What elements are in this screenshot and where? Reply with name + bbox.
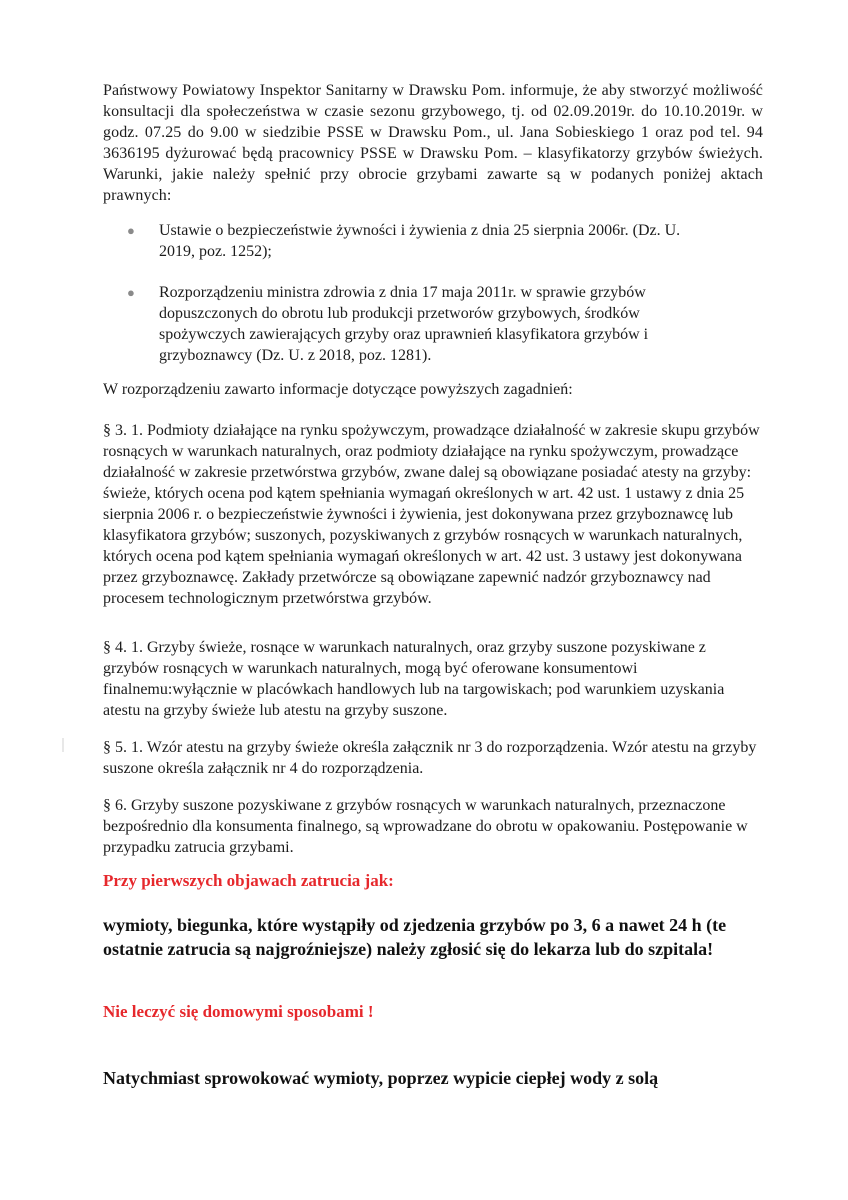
warning-heading: Przy pierwszych objawach zatrucia jak:	[103, 871, 394, 890]
list-item	[103, 220, 763, 262]
list-item-text: Rozporządzeniu ministra zdrowia z dnia 17 maja 2011r. w sprawie grzybów dopuszczonych do obrotu lub produkcji przetworów grzybowych, środków spożywczych zawierających grzyby oraz uprawnień klasyfikatora grzybów i grzyboznawcy (Dz. U. z 2018, poz. 1281).	[159, 284, 649, 364]
intro-paragraph: Państwowy Powiatowy Inspektor Sanitarny w Drawsku Pom. informuje, że aby stworzyć możliwość konsultacji dla społeczeństwa w czasie sezonu grzybowego, tj. od 02.09.2019r. do 10.10.2019r. w godz. 07.25 do 9.00 w siedzibie PSSE w Drawsku Pom., ul. Jana Sobieskiego 1 oraz pod tel. 94 3636195 dyżurować będą pracownicy PSSE w Drawsku Pom. – klasyfikatorzy grzybów świeżych. Warunki, jakie należy spełnić przy obrocie grzybami zawarte są w podanych poniżej aktach prawnych:	[103, 82, 763, 204]
scan-artifact	[62, 738, 64, 752]
regulation-intro-paragraph: W rozporządzeniu zawarto informacje dotyczące powyższych zagadnień:	[103, 381, 573, 398]
induce-vomiting-instruction: Natychmiast sprowokować wymioty, poprzez wypicie ciepłej wody z solą	[103, 1068, 659, 1088]
section-4-paragraph: § 4. 1. Grzyby świeże, rosnące w warunkach naturalnych, oraz grzyby suszone pozyskiwane z grzybów rosnących w warunkach naturalnych, mogą być oferowane konsumentowi finalnemu:wyłącznie w placówkach handlowych lub na targowiskach; pod warunkiem uzyskania atestu na grzyby świeże lub atestu na grzyby suszone.	[103, 639, 725, 719]
section-6-paragraph: § 6. Grzyby suszone pozyskiwane z grzybów rosnących w warunkach naturalnych, przeznaczone bezpośrednio dla konsumenta finalnego, są wprowadzane do obrotu w opakowaniu. Postępowanie w przypadku zatrucia grzybami.	[103, 797, 748, 856]
no-home-remedies-warning: Nie leczyć się domowymi sposobami !	[103, 1002, 374, 1021]
legal-acts-list	[103, 220, 763, 386]
section-3-paragraph: § 3. 1. Podmioty działające na rynku spożywczym, prowadzące działalność w zakresie skupu grzybów rosnących w warunkach naturalnych, oraz podmioty działające na rynku spożywczym, prowadzące działalność w zakresie przetwórstwa grzybów, zwane dalej są obowiązane posiadać atesty na grzyby: świeże, których ocena pod kątem spełniania wymagań określonych w art. 42 ust. 1 ustawy z dnia 25 sierpnia 2006 r. o bezpieczeństwie żywności i żywienia, jest dokonywana przez grzyboznawcę lub klasyfikatora grzybów; suszonych, pozyskiwanych z grzybów rosnących w warunkach naturalnych, których ocena pod kątem spełniania wymagań określonych w art. 42 ust. 3 ustawy jest dokonywana przez grzyboznawcę. Zakłady przetwórcze są obowiązane zapewnić nadzór grzyboznawcy nad procesem technologicznym przetwórstwa grzybów.	[103, 422, 760, 607]
section-5-paragraph: § 5. 1. Wzór atestu na grzyby świeże określa załącznik nr 3 do rozporządzenia. Wzór atestu na grzyby suszone określa załącznik nr 4 do rozporządzenia.	[103, 739, 757, 777]
list-item-text: Ustawie o bezpieczeństwie żywności i żywienia z dnia 25 sierpnia 2006r. (Dz. U. 2019, poz. 1252);	[159, 222, 681, 260]
bullet-dot-icon: ●	[127, 285, 135, 300]
symptoms-warning: wymioty, biegunka, które wystąpiły od zjedzenia grzybów po 3, 6 a nawet 24 h (te ostatnie zatrucia są najgroźniejsze) należy zgłosić się do lekarza lub do szpitala!	[103, 915, 727, 959]
list-item	[103, 282, 763, 366]
bullet-dot-icon: ●	[127, 223, 135, 238]
